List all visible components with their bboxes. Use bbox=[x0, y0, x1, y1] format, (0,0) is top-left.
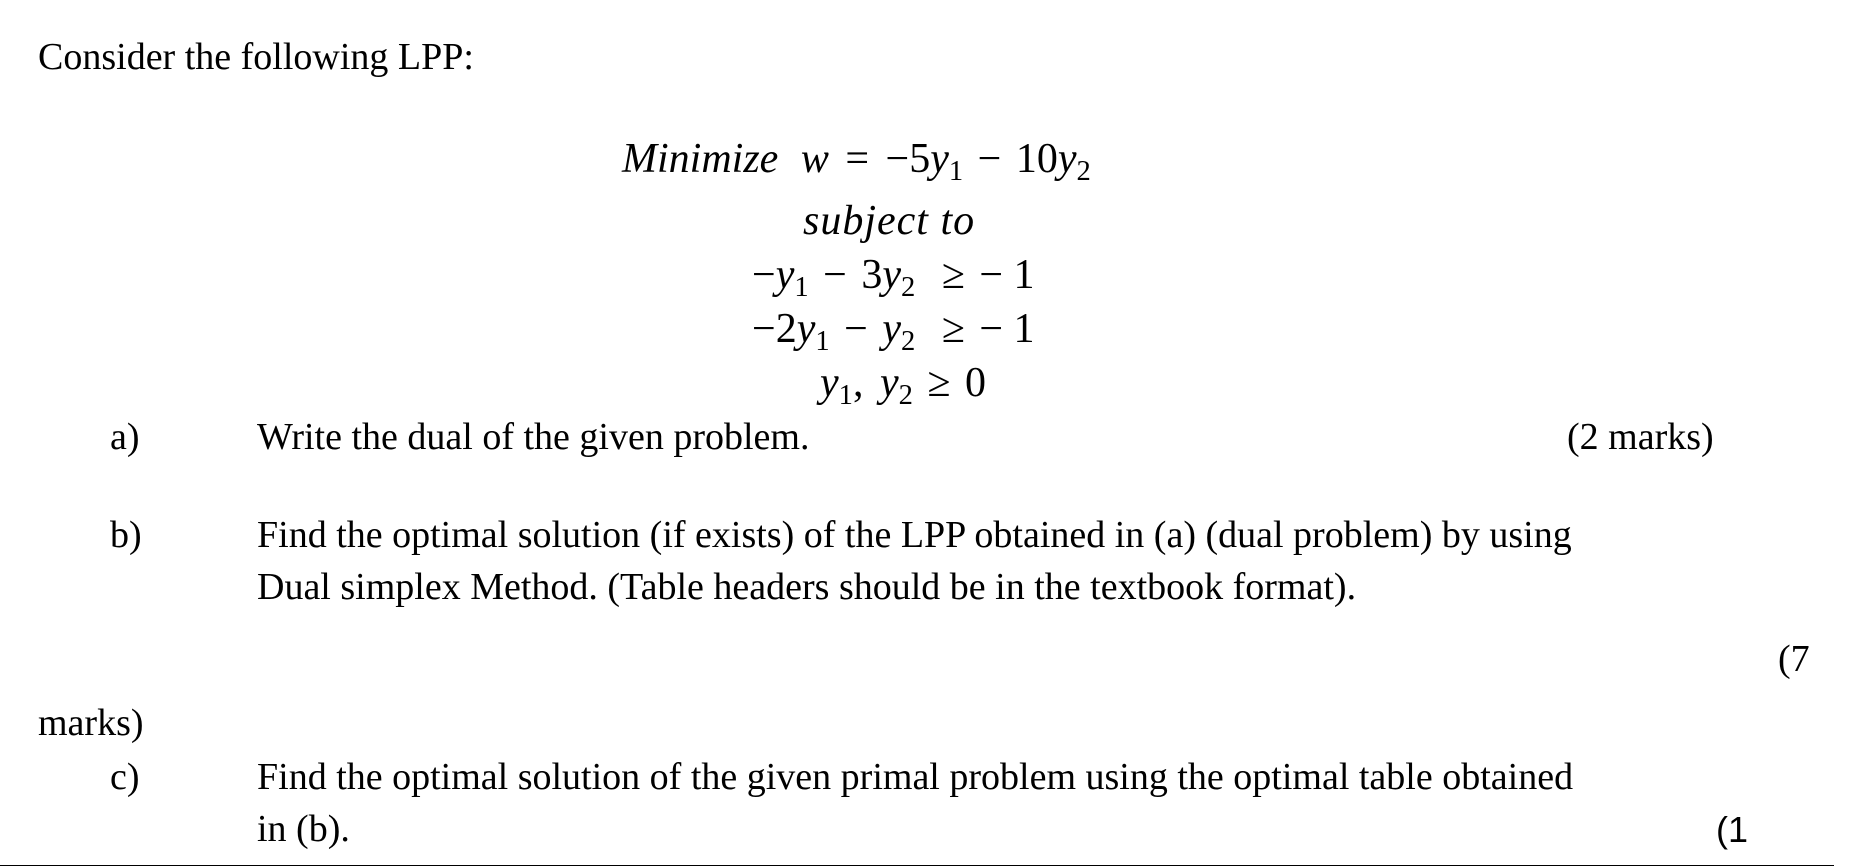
nonneg-var2-sub: 2 bbox=[898, 379, 913, 411]
constraint-1-term2-sub: 2 bbox=[900, 271, 916, 303]
question-a-label: a) bbox=[110, 416, 140, 458]
question-b-label: b) bbox=[110, 514, 142, 556]
constraint-2-operator: − bbox=[844, 306, 868, 352]
constraint-2-term1-var: y bbox=[796, 306, 816, 352]
objective-term1-sub: 1 bbox=[948, 155, 964, 187]
question-b-marks-part2: marks) bbox=[38, 702, 144, 744]
constraint-1 bbox=[752, 254, 1035, 303]
objective-equals: = bbox=[845, 136, 870, 182]
subject-to-text: subject to bbox=[803, 198, 976, 244]
question-b-text-line2: Dual simplex Method. (Table headers should be in the textbook format). bbox=[257, 566, 1357, 608]
objective-term2-sub: 2 bbox=[1076, 155, 1091, 187]
constraint-1-term1-sign: − bbox=[752, 252, 776, 298]
question-c-marks-part1: (1 bbox=[1716, 809, 1749, 850]
constraint-1-term1-sub: 1 bbox=[794, 271, 809, 303]
constraint-2-term1-sub: 1 bbox=[815, 325, 830, 357]
constraint-1-relation: ≥ bbox=[941, 252, 965, 298]
question-b-marks-part1: (7 bbox=[1778, 638, 1810, 680]
constraint-2-term2-var: y bbox=[882, 306, 901, 352]
question-a-text: Write the dual of the given problem. bbox=[257, 416, 810, 458]
nonneg-separator: , bbox=[852, 360, 864, 406]
objective-operator: − bbox=[977, 136, 1002, 182]
objective-term1-coef: 5 bbox=[909, 136, 931, 182]
nonneg-var2: y bbox=[879, 360, 899, 406]
objective-term1-sign: − bbox=[885, 136, 910, 182]
question-b-text-line1: Find the optimal solution (if exists) of the LPP obtained in (a) (dual problem) by using bbox=[257, 514, 1572, 556]
constraint-1-operator: − bbox=[823, 252, 847, 298]
constraint-2-term1-coef: 2 bbox=[775, 306, 797, 352]
question-c-text-line1: Find the optimal solution of the given primal problem using the optimal table obtained bbox=[257, 756, 1574, 798]
question-c-label: c) bbox=[110, 756, 140, 798]
question-c-text-line2: in (b). bbox=[257, 808, 350, 850]
constraint-1-term2-var: y bbox=[882, 252, 901, 298]
objective-term2-var: y bbox=[1057, 136, 1077, 182]
objective-function bbox=[622, 138, 1091, 187]
constraint-2-rhs: − 1 bbox=[979, 306, 1035, 352]
constraint-1-rhs: − 1 bbox=[979, 252, 1035, 298]
nonneg-rhs: 0 bbox=[964, 360, 986, 406]
constraint-2 bbox=[752, 308, 1035, 357]
constraint-1-term2-coef: 3 bbox=[861, 252, 883, 298]
constraint-2-term1-sign: − bbox=[752, 306, 776, 352]
objective-term2-coef: 10 bbox=[1015, 136, 1058, 182]
constraint-1-term1-var: y bbox=[775, 252, 795, 298]
constraint-2-relation: ≥ bbox=[941, 306, 965, 352]
objective-term1-var: y bbox=[930, 136, 949, 182]
nonneg-relation: ≥ bbox=[927, 360, 951, 406]
constraint-2-term2-sub: 2 bbox=[900, 325, 916, 357]
nonnegativity-constraint bbox=[820, 362, 986, 411]
objective-keyword: Minimize bbox=[622, 136, 779, 182]
objective-variable: w bbox=[800, 136, 829, 182]
nonneg-var1-sub: 1 bbox=[838, 379, 853, 411]
question-a-marks: (2 marks) bbox=[1567, 416, 1714, 458]
intro-text: Consider the following LPP: bbox=[38, 36, 474, 78]
nonneg-var1: y bbox=[820, 360, 839, 406]
